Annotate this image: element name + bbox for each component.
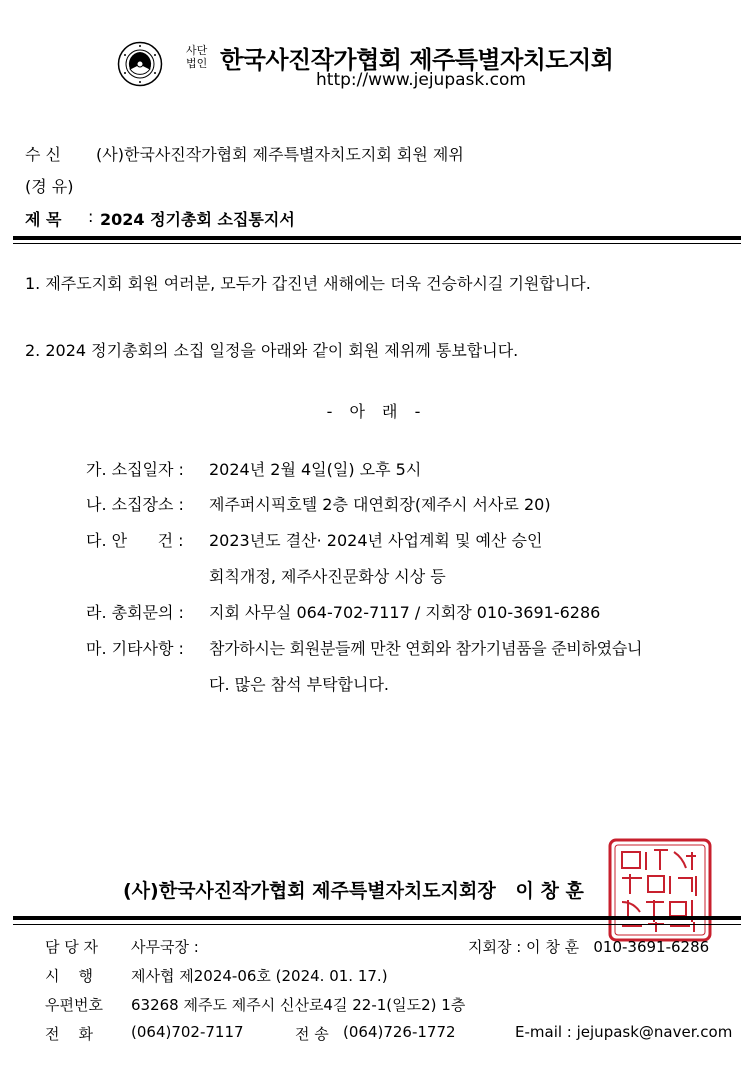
item-key: 라. 총회문의 : [86, 603, 184, 622]
signer-name: (사)한국사진작가협회 제주특별자치도지회장 이 창 훈 [123, 880, 584, 902]
postal-address: 63268 제주도 제주시 신산로4길 22-1(일도2) 1층 [131, 996, 466, 1014]
phone-number: (064)702-7117 [131, 1023, 244, 1041]
footer-rule-thin [13, 924, 741, 925]
notice-title: - 아 래 - [326, 402, 427, 421]
official-seal-icon [608, 838, 712, 942]
doc-number: 제사협 제2024-06호 (2024. 01. 17.) [131, 967, 388, 985]
item-value: 2023년도 결산· 2024년 사업계획 및 예산 승인 [209, 531, 543, 550]
email-contact[interactable]: E-mail : jejupask@naver.com [515, 1023, 733, 1041]
org-type [186, 44, 207, 70]
via-label: (경 유) [25, 177, 74, 196]
doc-label: 시 행 [45, 967, 94, 985]
recipient-label: 수 신 [25, 145, 61, 164]
manager-value: 사무국장 : [131, 938, 199, 956]
item-value: 다. 많은 참석 부탁합니다. [209, 675, 389, 694]
item-value: 회칙개정, 제주사진문화상 시상 등 [209, 567, 446, 586]
item-key: 다. 안 건 : [86, 531, 184, 550]
item-value: 제주퍼시픽호텔 2층 대연회장(제주시 서사로 20) [209, 495, 551, 514]
fax-label: 전 송 [295, 1025, 329, 1043]
item-key: 가. 소집일자 : [86, 460, 184, 479]
subject-sep: : [88, 207, 94, 226]
item-key: 마. 기타사항 : [86, 639, 184, 658]
manager-label: 담 당 자 [45, 938, 99, 956]
item-value: 2024년 2월 4일(일) 오후 5시 [209, 460, 422, 479]
paragraph-1: 1. 제주도지회 회원 여러분, 모두가 갑진년 새해에는 더욱 건승하시길 기원합니다. [25, 274, 591, 293]
org-name: 한국사진작가협회 제주특별자치도지회 [220, 46, 614, 74]
chief-contact: 지회장 : 이 창 훈 010-3691-6286 [468, 938, 710, 956]
item-value: 지회 사무실 064-702-7117 / 지회장 010-3691-6286 [209, 603, 601, 622]
paragraph-2: 2. 2024 정기총회의 소집 일정을 아래와 같이 회원 제위께 통보합니다. [25, 341, 519, 360]
postal-label: 우편번호 [45, 996, 103, 1014]
phone-label: 전 화 [45, 1025, 94, 1043]
subject-value: 2024 정기총회 소집통지서 [100, 210, 295, 229]
org-type-line1: 사단 [186, 44, 208, 57]
footer-rule-thick [13, 916, 741, 920]
subject-rule-thick [13, 236, 741, 240]
item-value: 참가하시는 회원분들께 만찬 연회와 참가기념품을 준비하였습니 [209, 639, 643, 658]
fax-number: (064)726-1772 [343, 1023, 456, 1041]
website-link[interactable]: http://www.jejupask.com [316, 70, 526, 90]
recipient-value: (사)한국사진작가협회 제주특별자치도지회 회원 제위 [96, 145, 464, 164]
item-key: 나. 소집장소 : [86, 495, 184, 514]
org-type-line2: 법인 [186, 57, 208, 70]
subject-rule-thin [13, 243, 741, 244]
pask-logo-icon [117, 41, 163, 87]
subject-label: 제 목 [25, 210, 62, 229]
